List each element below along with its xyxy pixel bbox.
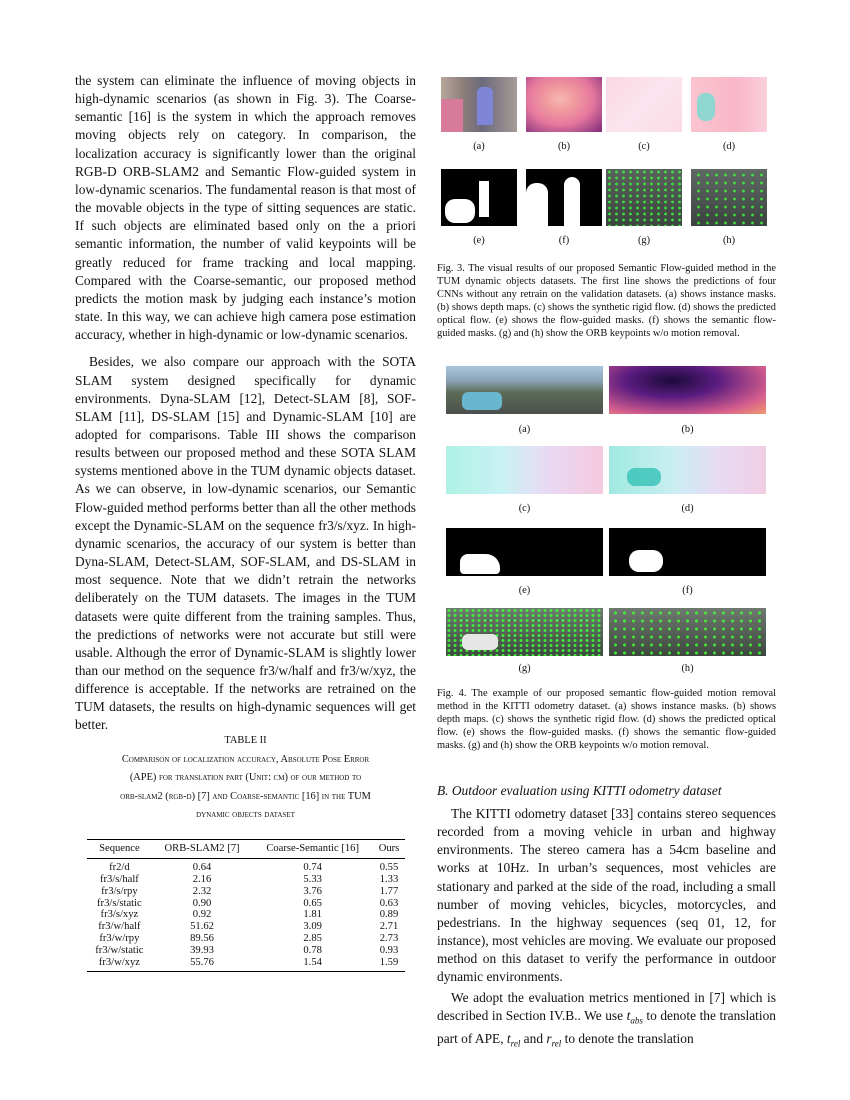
subfigure-label: (a) [473,141,485,152]
text-run: to denote the translation part of APE, [437,1007,776,1046]
table-cell: 89.56 [190,933,214,945]
figure-caption: Fig. 3. The visual results of our proposed Semantic Flow-guided method in the TUM dynamic objects datasets. The first line shows the predictions of four CNNs without any retrain on the validation datasets. (a) shows instance masks. (b) shows depth maps. (c) shows the synthetic rigid flow. (d) shows the predicted optical flow. (e) shows the flow-guided masks. (f) shows the semantic flow-guided masks. (g) and (h) show the ORB keypoints w/o motion removal. [437,263,776,340]
semantic-flow-mask-image [526,169,602,226]
semantic-flow-mask-image [609,528,766,576]
orb-keypoints-image [691,169,767,226]
subfigure-label: (e) [473,235,485,246]
body-paragraph: The KITTI odometry dataset [33] contains stereo sequences recorded from a moving vehicle in urban and highway environments. The stereo camera has a 54cm baseline and works at 10Hz. In urban’s sequences, most vehicles are stationary and parked at the side of the road, including a small number of moving vehicles, bicycles, motorcycles, and pedestrians. In the highway sequences (seq 01, 12, for instance), most vehicles are moving. We evaluate our proposed method on this dataset to verify the performance in outdoor dynamic environments. [437,806,776,985]
flow-mask-image [441,169,517,226]
subfigure-label: (f) [682,585,693,596]
table-cell: 0.55 [379,862,399,874]
table-cell: 39.93 [190,944,214,956]
subfigure-label: (c) [638,141,650,152]
table-cell: 0.89 [379,909,399,921]
section-b [437,783,776,1052]
table-body [87,859,405,972]
instance-mask-image [446,366,603,414]
orb-keypoints-image [446,608,603,656]
table-cell: 0.63 [379,897,399,909]
optical-flow-image [609,446,766,494]
rigid-flow-image [446,446,603,494]
table-caption-line: Comparison of localization accuracy, Absolute Pose Error [121,753,370,765]
table-cell: 3.09 [303,921,322,933]
table-cell: 51.62 [190,921,214,933]
depth-map-image [609,366,766,414]
section-heading: B. Outdoor evaluation using KITTI odometry dataset [437,783,722,798]
table-row [87,921,405,933]
table-header-cell: Ours [378,842,400,854]
subfigure-label: (g) [637,235,651,246]
optical-flow-image [691,77,767,132]
table-cell: 0.78 [303,944,322,956]
table-ii-block [75,732,416,972]
table-row [87,909,405,921]
figure-4 [437,366,776,756]
subfigure-label: (d) [681,503,694,514]
table-label: TABLE II [224,735,267,746]
orb-keypoints-image [609,608,766,656]
body-paragraph: the system can eliminate the influence of moving objects in high-dynamic scenarios (as shown in Fig. 3). The Coarse-semantic [16] is the system in which the approach removes moving objects rely on category. In comparison, the localization accuracy is significantly lower than the original RGB-D ORB-SLAM2 and Semantic Flow-guided system in low-dynamic scenarios. The fundamental reason is that most of the movable objects in the type of sitting sequences are static. If such objects are eliminated based only on the a priori semantic information, the number of valid keypoints will be greatly reduced for frame tracking and local mapping. Compared with the Coarse-semantic, our proposed method predicts the motion mask by judging each instance’s motion state. In this way, we can achieve high camera pose estimation accuracy, whether in high-dynamic or low-dynamic scenarios. [75,73,416,343]
table-cell: fr2/d [109,862,130,874]
rigid-flow-image [606,77,682,132]
table-cell: fr3/s/static [97,897,142,909]
table-cell: 0.74 [303,862,322,874]
table-cell: 1.59 [379,956,399,968]
subfigure-label: (h) [681,663,694,674]
figure-caption: Fig. 4. The example of our proposed semantic flow-guided motion removal method in the KITTI odometry dataset. (a) shows instance masks. (b) shows depth maps. (c) shows the synthetic rigid flow. (d) shows the predicted optical flow. (e) shows the flow-guided masks. (f) shows the semantic flow-guided masks. (g) and (h) show the ORB keypoints w/o motion removal. [437,688,776,752]
table-caption-line: orb-slam2 (rgb-d) [7] and Coarse-semantic [16] in the TUM [120,790,371,802]
instance-mask-image [441,77,517,132]
table-cell: fr3/s/rpy [101,885,138,897]
flow-mask-image [446,528,603,576]
table-cell: 55.76 [190,956,214,968]
table-header-cell: Sequence [99,842,140,854]
body-paragraph [437,989,776,1053]
table-row [87,933,405,945]
table-header-cell: ORB-SLAM2 [7] [164,842,240,854]
orb-keypoints-image [606,169,682,226]
table-row [87,886,405,898]
table-cell: 0.90 [192,897,212,909]
subfigure-label: (b) [681,424,694,435]
subfigure-label: (d) [722,141,736,152]
table-header-row [87,839,405,859]
results-table [87,839,405,973]
subfigure-label: (e) [518,585,531,596]
table-row [87,874,405,886]
table-cell: 2.85 [303,933,322,945]
table-cell: 0.92 [192,909,212,921]
subfigure-label: (a) [518,424,531,435]
table-cell: 0.93 [379,944,399,956]
table-caption-line: (APE) for translation part (Unit: cm) of our method to [129,772,362,783]
table-cell: fr3/s/half [99,874,139,886]
figure-3 [437,75,776,345]
table-cell: 0.64 [192,862,212,874]
table-cell: 1.77 [379,885,399,897]
table-header-cell: Coarse-Semantic [16] [266,842,359,854]
table-cell: 2.32 [192,885,212,897]
table-cell: fr3/w/half [98,921,141,933]
table-cell: 2.16 [192,874,212,886]
left-column [75,72,416,735]
table-row [87,957,405,972]
subfigure-label: (h) [722,235,736,246]
table-caption-line: dynamic objects dataset [196,809,295,820]
table-cell: 3.76 [303,885,322,897]
table-cell: fr3/s/xyz [100,909,139,921]
table-row [87,859,405,874]
depth-map-image [526,77,602,132]
table-cell: 0.65 [303,897,322,909]
math-symbol: $t_{rel}$ [506,1030,521,1049]
table-row [87,945,405,957]
table-cell: fr3/w/static [95,944,144,956]
math-symbol: $t_{abs}$ [626,1007,643,1026]
math-symbol: $r_{rel}$ [546,1030,562,1049]
table-cell: fr3/w/rpy [99,933,140,945]
subfigure-label: (c) [518,503,531,514]
body-paragraph: Besides, we also compare our approach with the SOTA SLAM system designed specifically for dynamic environments. Dyna-SLAM [12], Detect-SLAM [8], SOF-SLAM [11], DS-SLAM [15] and Dynamic-SLAM [10] are adopted for comparisons. Table III shows the comparison results between our proposed method and these SOTA SLAM systems mentioned above in the TUM dynamic objects dataset. As we can observe, in low-dynamic scenarios, our Semantic Flow-guided method performs better than all the other methods except the Dynamic-SLAM on the sequence fr3/s/xyz. In high-dynamic scenarios, the accuracy of our system is better than Dyna-SLAM, Detect-SLAM, SOF-SLAM, and DS-SLAM in most sequence. Note that we didn’t retrain the networks deliberately on the TUM datasets. The images in the TUM datasets were quite different from the training samples. Thus, the predictions of networks were not accurate but still were usable. Although the error of Dynamic-SLAM is slightly lower than our method on the sequence fr3/w/half and fr3/w/xyz, the difference is acceptable. If the networks are retrained on the TUM datasets, the results on high-dynamic sequences will get better. [75,354,416,733]
table-cell: 2.73 [379,933,399,945]
text-run: and [520,1030,547,1046]
table-cell: 1.33 [379,874,399,886]
table-row [87,898,405,910]
table-cell: 1.81 [303,909,322,921]
text-run: We adopt the evaluation metrics mentioned in [7] which is described in Section IV.B.. We use [437,989,776,1023]
table-cell: 1.54 [303,956,322,968]
subfigure-label: (f) [558,235,570,246]
text-run: to denote the translation [561,1030,694,1046]
table-cell: fr3/w/xyz [98,956,140,968]
table-cell: 5.33 [303,874,322,886]
table-cell: 2.71 [379,921,399,933]
subfigure-label: (g) [518,663,531,674]
subfigure-label: (b) [557,141,571,152]
